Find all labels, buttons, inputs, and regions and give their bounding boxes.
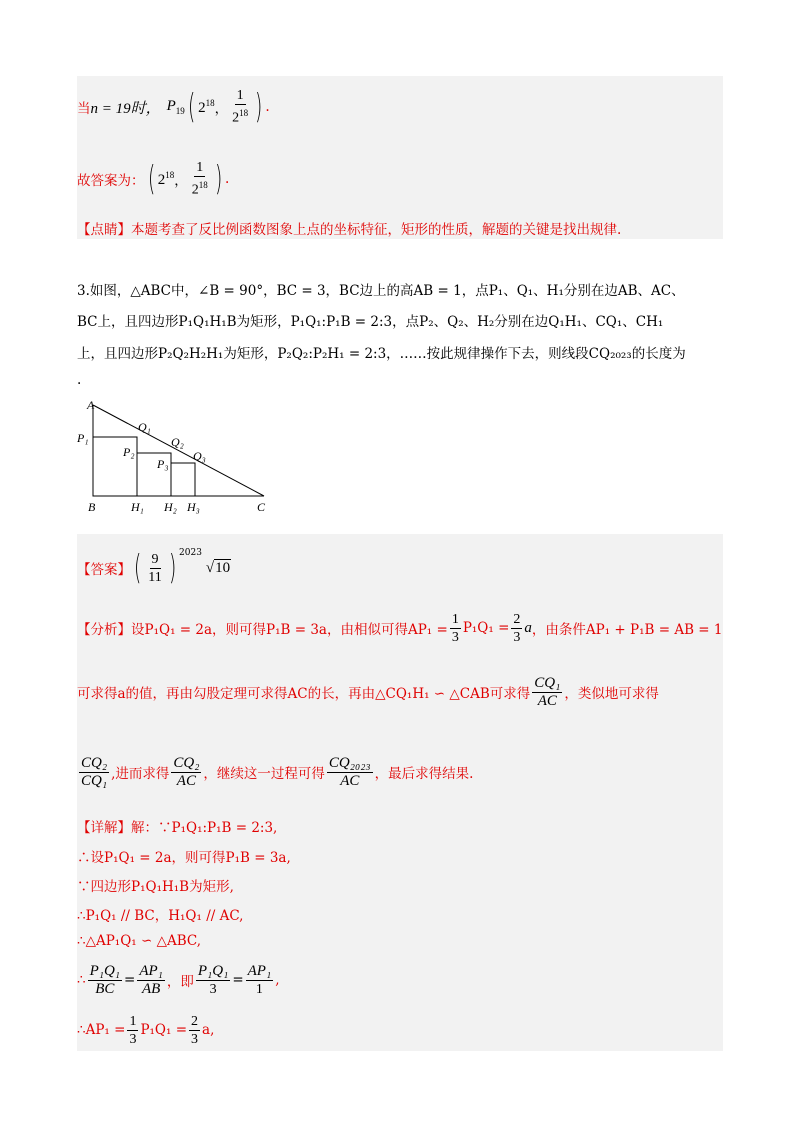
label-h3: H₃ bbox=[187, 500, 200, 514]
label-q3: Q₃ bbox=[193, 449, 206, 463]
triangle-figure bbox=[76, 396, 276, 521]
label-q1: Q₁ bbox=[138, 420, 151, 434]
label-p1: P₁ bbox=[77, 431, 89, 445]
problem-text-line-1: 3.如图，△ABC中，∠B = 90°，BC = 3，BC边上的高AB = 1，点P₁、Q₁、H₁分别在边AB、AC、 bbox=[77, 283, 685, 299]
label-q2: Q₂ bbox=[171, 435, 184, 449]
detail-line-5: ∴△AP₁Q₁ ∽ △ABC, bbox=[77, 933, 202, 949]
label-c: C bbox=[257, 500, 266, 514]
analysis-line-2: 可求得a的值，再由勾股定理可求得AC的长，再由△CQ₁H₁ ∽ △CAB可求得 $\frac{\text{CQ₁}}{AC}$ ，类似地可求得 bbox=[77, 674, 659, 709]
problem-text-line-3: 上，且四边形P₂Q₂H₂H₁为矩形，P₂Q₂:P₂H₁ = 2:3，……按此规律操作下去，则线段CQ₂₀₂₃的长度为 bbox=[77, 346, 686, 362]
label-h2: H₂ bbox=[164, 500, 177, 514]
detail-line-2: ∴设P₁Q₁ = 2a，则可得P₁B = 3a, bbox=[77, 850, 291, 866]
answer-line-n19: 当 n = 19时， $P_{19}$ ( $2^{18}$ ， $\frac{1}{2^{18}}$ ) . bbox=[77, 87, 270, 127]
problem-text-line-2: BC上，且四边形P₁Q₁H₁B为矩形，P₁Q₁:P₁B = 2:3，点P₂、Q₂、H₂分别在边Q₁H₁、CQ₁、CH₁ bbox=[77, 314, 664, 330]
answer-line: 【答案】 ( $\frac{9}{11}$ ) $^{2023}$ √ 10 bbox=[77, 548, 231, 588]
rectangle-3 bbox=[171, 463, 195, 496]
label-h1: H₁ bbox=[131, 500, 144, 514]
side-ac bbox=[93, 405, 264, 496]
label-p2: P₂ bbox=[123, 445, 135, 459]
detail-line-6: ∴ $\frac{\text{P₁Q₁}}{BC}$ = $\frac{\text{AP₁}}{AB}$ ，即 $\frac{\text{P₁Q₁}}{3}$ = $\frac{\text{AP₁}}{1}$ , bbox=[77, 962, 280, 997]
final-answer-line: 故答案为： ( $2^{18}$ ， $\frac{1}{2^{18}}$ ) . bbox=[77, 159, 230, 199]
comment-line: 【点睛】 本题考查了反比例函数图象上点的坐标特征，矩形的性质，解题的关键是找出规律. bbox=[77, 222, 622, 238]
label-p3: P₃ bbox=[157, 457, 169, 471]
analysis-line-1: 【分析】 设P₁Q₁ = 2a，则可得P₁B = 3a，由相似可得AP₁ = $\frac{1}{3}$ P₁Q₁ = $\frac{2}{3}$ a ，由条件AP₁ + P₁B = AB = 1 bbox=[77, 611, 723, 645]
detail-line-3: ∵四边形P₁Q₁H₁B为矩形, bbox=[77, 879, 234, 895]
detail-line-1: 【详解】 解：∵P₁Q₁:P₁B = 2:3, bbox=[77, 820, 278, 836]
analysis-line-3: $\frac{\text{CQ₂}}{\text{CQ₁}}$ ,进而求得 $\frac{\text{CQ₂}}{AC}$ ，继续这一过程可得 $\frac{\text{CQ₂₀₂₃}}{AC}$ ，最后求得结果. bbox=[81, 754, 474, 789]
label-b: B bbox=[88, 500, 96, 514]
detail-line-4: ∴P₁Q₁ // BC，H₁Q₁ // AC, bbox=[77, 908, 244, 924]
label-a: A bbox=[87, 398, 95, 412]
detail-line-7: ∴AP₁ = $\frac{1}{3}$ P₁Q₁ = $\frac{2}{3}$ a, bbox=[77, 1013, 215, 1047]
problem-text-line-4: . bbox=[77, 372, 82, 388]
